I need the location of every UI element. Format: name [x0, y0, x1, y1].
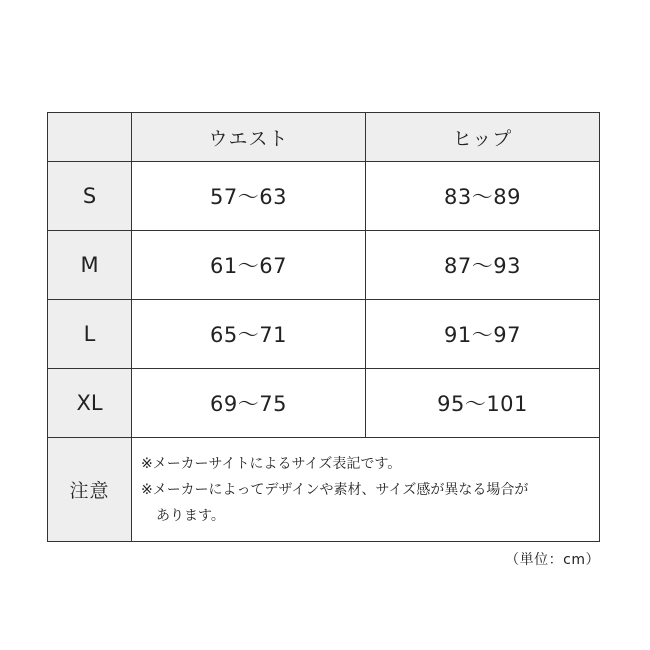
hip-value: 91〜97 [366, 300, 600, 369]
waist-value: 57〜63 [132, 162, 366, 231]
size-label: M [48, 231, 132, 300]
table-row-l [48, 300, 600, 369]
note-label: 注意 [48, 438, 132, 542]
waist-value: 65〜71 [132, 300, 366, 369]
note-line-2: ※メーカーによってデザインや素材、サイズ感が異なる場合が [141, 481, 529, 498]
waist-value: 69〜75 [132, 369, 366, 438]
size-label: XL [48, 369, 132, 438]
note-line-1: ※メーカーサイトによるサイズ表記です。 [141, 455, 402, 472]
note-line-3: あります。 [156, 507, 225, 524]
table-header-row [48, 113, 600, 162]
unit-note: （単位：cm） [505, 552, 600, 568]
size-label: S [48, 162, 132, 231]
hip-value: 95〜101 [366, 369, 600, 438]
note-content [132, 438, 600, 542]
table-row-note [48, 438, 600, 542]
header-hip: ヒップ [366, 113, 600, 162]
waist-value: 61〜67 [132, 231, 366, 300]
table-row-m [48, 231, 600, 300]
table-row-s [48, 162, 600, 231]
size-label: L [48, 300, 132, 369]
size-chart-table [47, 112, 600, 542]
table-row-xl [48, 369, 600, 438]
hip-value: 83〜89 [366, 162, 600, 231]
header-waist: ウエスト [132, 113, 366, 162]
hip-value: 87〜93 [366, 231, 600, 300]
header-corner-cell [48, 113, 132, 162]
